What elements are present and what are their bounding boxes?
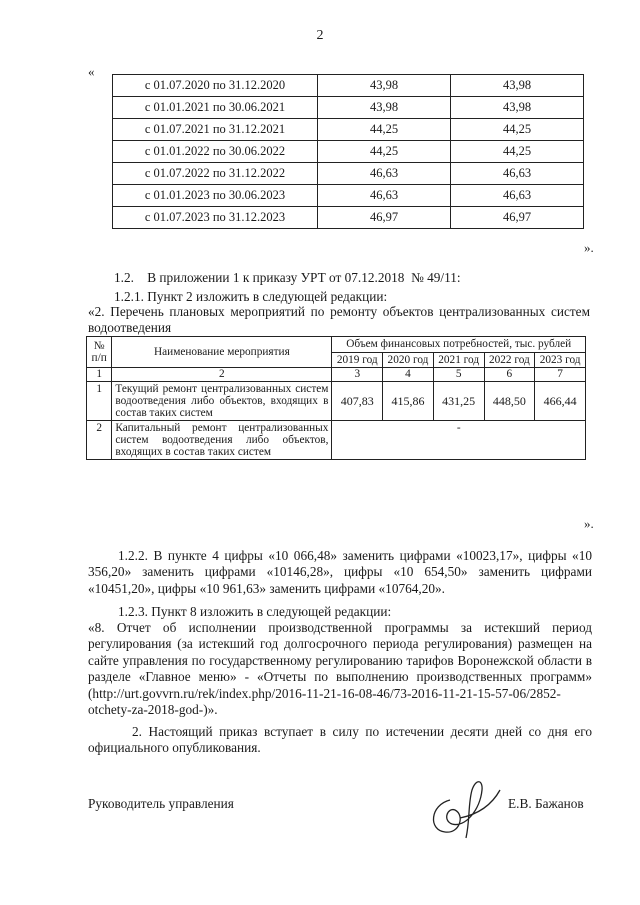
paragraph-1-2: 1.2. В приложении 1 к приказу УРТ от 07.12.2018 № 49/11: <box>114 270 461 285</box>
rates-row <box>113 97 584 119</box>
paragraph-2: 2. Настоящий приказ вступает в силу по истечении десяти дней со дня его официального опубликования. <box>88 724 592 756</box>
rate-value-1: 43,98 <box>318 75 451 97</box>
rate-value-2: 46,63 <box>451 163 584 185</box>
rate-value-2: 46,63 <box>451 185 584 207</box>
rate-period: с 01.07.2022 по 31.12.2022 <box>113 163 318 185</box>
signature-image <box>420 760 510 850</box>
column-index: 5 <box>433 368 484 382</box>
column-index: 6 <box>484 368 535 382</box>
rate-period: с 01.07.2021 по 31.12.2021 <box>113 119 318 141</box>
rate-value-1: 46,63 <box>318 185 451 207</box>
rates-row <box>113 75 584 97</box>
year-header: 2023 год <box>535 353 586 368</box>
rates-row <box>113 163 584 185</box>
year-header: 2019 год <box>332 353 383 368</box>
year-header: 2022 год <box>484 353 535 368</box>
rates-row <box>113 207 584 229</box>
row-num: 2 <box>87 421 112 460</box>
rate-period: с 01.01.2023 по 30.06.2023 <box>113 185 318 207</box>
rates-table <box>112 74 584 229</box>
row-num: 1 <box>87 382 112 421</box>
signatory-title: Руководитель управления <box>88 796 234 811</box>
rate-value-1: 46,97 <box>318 207 451 229</box>
paragraph-1-2-2: 1.2.2. В пункте 4 цифры «10 066,48» заменить цифрами «10023,17», цифры «10 356,20» заменить цифрами «10146,28», цифры «10 654,50» заменить цифрами «10451,20», цифры «10 961,63» заменить цифрами «10764,20». <box>88 548 592 596</box>
header-num: № п/п <box>87 337 112 368</box>
rate-value-2: 46,97 <box>451 207 584 229</box>
list-title: «2. Перечень плановых мероприятий по ремонту объектов централизованных систем водоотведения <box>88 304 590 336</box>
row-value: 407,83 <box>332 382 383 421</box>
column-index: 1 <box>87 368 112 382</box>
rate-value-2: 44,25 <box>451 141 584 163</box>
header-name: Наименование мероприятия <box>112 337 332 368</box>
row-value: 431,25 <box>433 382 484 421</box>
open-quote: « <box>88 64 95 79</box>
row-value: 448,50 <box>484 382 535 421</box>
rate-value-2: 43,98 <box>451 97 584 119</box>
rate-value-1: 44,25 <box>318 119 451 141</box>
rate-period: с 01.07.2023 по 31.12.2023 <box>113 207 318 229</box>
row-dash: - <box>332 421 586 460</box>
column-index: 2 <box>112 368 332 382</box>
rate-value-1: 43,98 <box>318 97 451 119</box>
column-index: 3 <box>332 368 383 382</box>
table-row <box>87 382 586 421</box>
rates-row <box>113 185 584 207</box>
rate-value-2: 44,25 <box>451 119 584 141</box>
rate-value-1: 44,25 <box>318 141 451 163</box>
page-number: 2 <box>316 28 324 43</box>
rate-value-1: 46,63 <box>318 163 451 185</box>
rate-value-2: 43,98 <box>451 75 584 97</box>
rate-period: с 01.01.2021 по 30.06.2021 <box>113 97 318 119</box>
row-name: Текущий ремонт централизованных систем водоотведения либо объектов, входящих в состав таких систем <box>112 382 332 421</box>
paragraph-1-2-1: 1.2.1. Пункт 2 изложить в следующей редакции: <box>114 289 388 304</box>
signatory-name: Е.В. Бажанов <box>508 796 584 811</box>
row-value: 466,44 <box>535 382 586 421</box>
row-name: Капитальный ремонт централизованных систем водоотведения либо объектов, входящих в состав таких систем <box>112 421 332 460</box>
rate-period: с 01.07.2020 по 31.12.2020 <box>113 75 318 97</box>
close-quote-works: ». <box>584 516 594 531</box>
paragraph-8: «8. Отчет об исполнении производственной программы за истекший период регулирования (за истекший год долгосрочного периода регулирования) размещен на сайте управления по государственному регулированию тарифов Воронежской области в разделе «Главное меню» - «Отчеты по выполнению производственных программ» (http://urt.govvrn.ru/rek/index.php/2016-11-21-16-08-46/73-2016-11-21-15-57-06/2852-otchety-za-2018-god-)». <box>88 620 592 718</box>
year-header: 2020 год <box>383 353 434 368</box>
rates-row <box>113 119 584 141</box>
header-volume: Объем финансовых потребностей, тыс. рублей <box>332 337 586 353</box>
column-index: 4 <box>383 368 434 382</box>
column-index: 7 <box>535 368 586 382</box>
rates-row <box>113 141 584 163</box>
row-value: 415,86 <box>383 382 434 421</box>
year-header: 2021 год <box>433 353 484 368</box>
works-table <box>86 336 586 460</box>
paragraph-1-2-3: 1.2.3. Пункт 8 изложить в следующей редакции: <box>118 604 392 619</box>
rate-period: с 01.01.2022 по 30.06.2022 <box>113 141 318 163</box>
table-row <box>87 421 586 460</box>
close-quote-rates: ». <box>584 240 594 255</box>
